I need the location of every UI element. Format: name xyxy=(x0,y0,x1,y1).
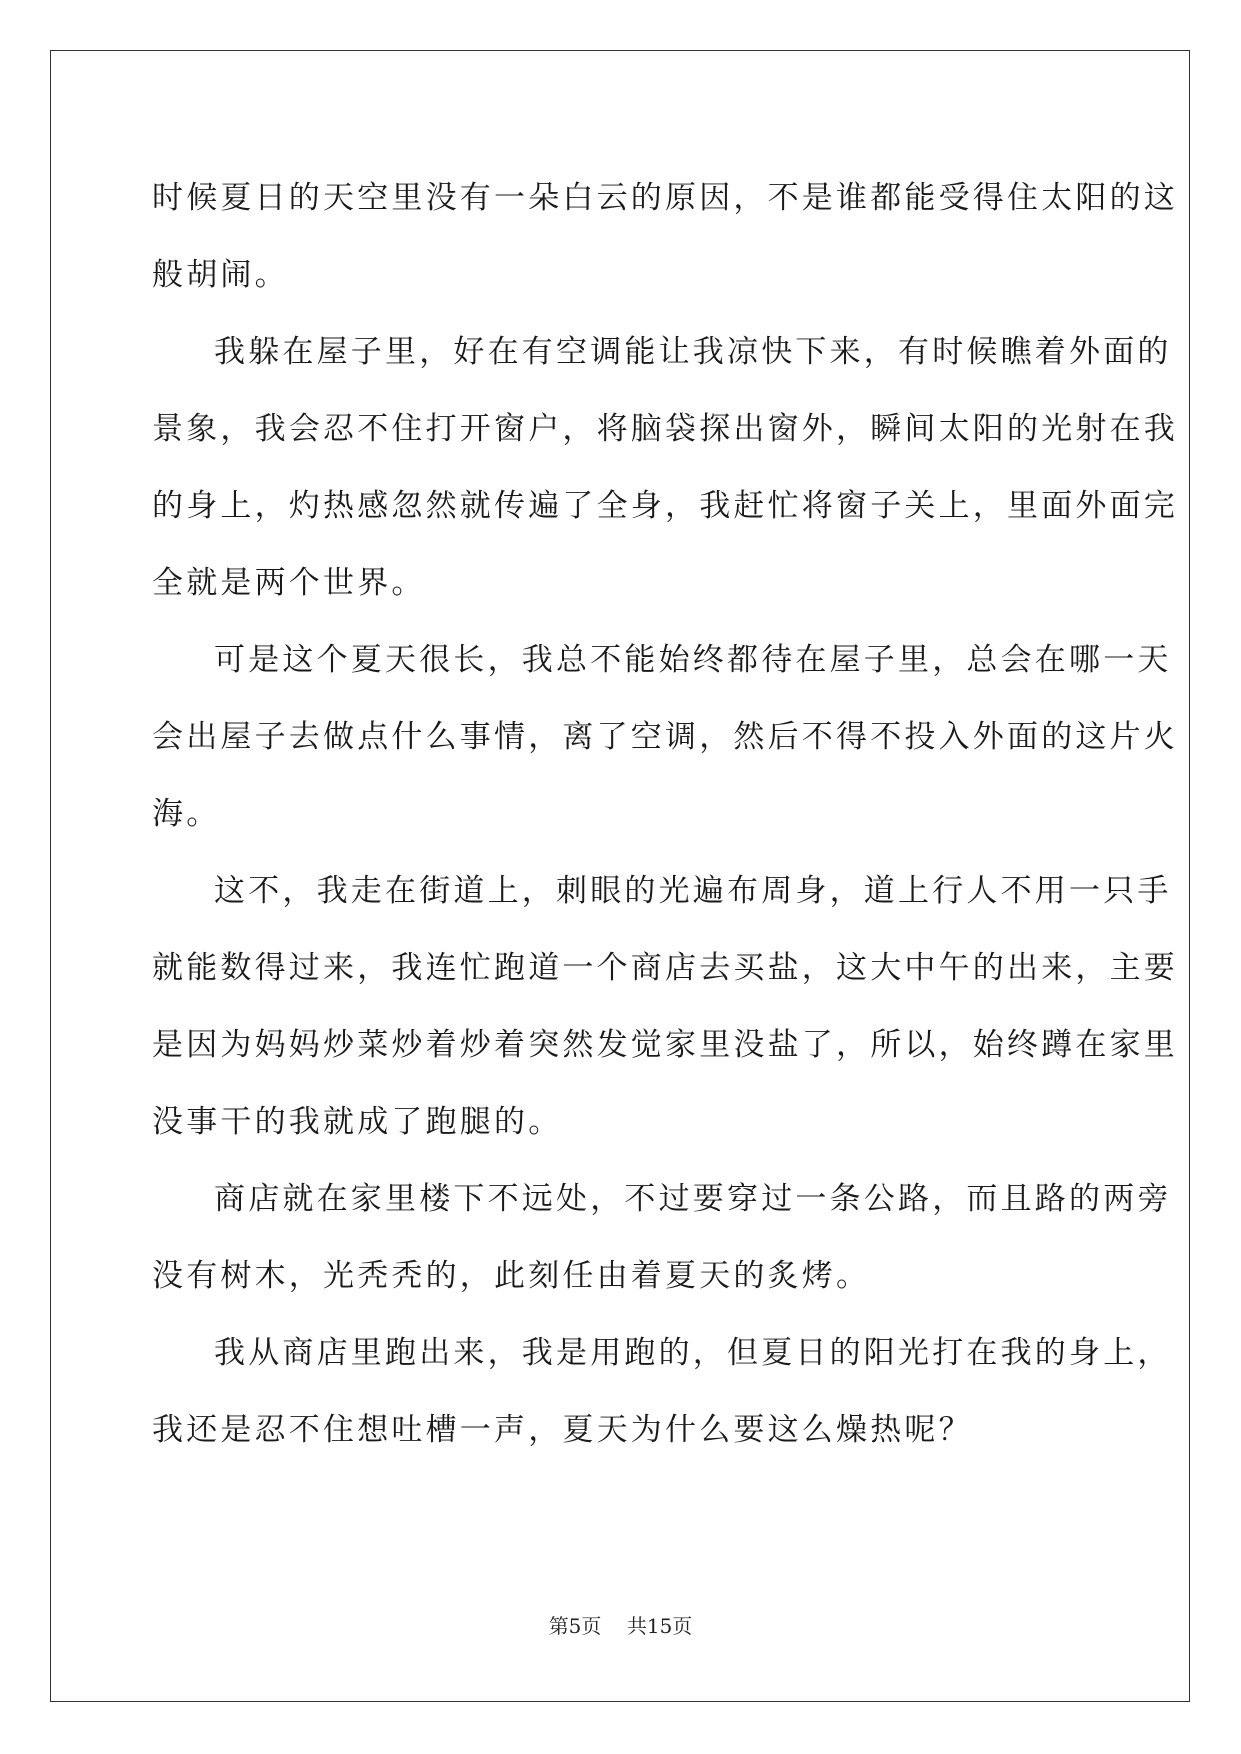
page-number: 第5页 xyxy=(548,1614,602,1638)
page-footer xyxy=(0,1610,1241,1639)
text-line: 的身上，灼热感忽然就传遍了全身，我赶忙将窗子关上，里面外面完 xyxy=(152,488,1178,524)
paragraph xyxy=(152,314,1178,622)
text-line: 没事干的我就成了跑腿的。 xyxy=(152,1104,563,1140)
text-line: 般胡闹。 xyxy=(152,257,289,293)
text-line: 可是这个夏天很长，我总不能始终都待在屋子里，总会在哪一天 xyxy=(214,642,1172,678)
text-line: 商店就在家里楼下不远处，不过要穿过一条公路，而且路的两旁 xyxy=(214,1181,1172,1217)
text-line: 时候夏日的天空里没有一朵白云的原因，不是谁都能受得住太阳的这 xyxy=(152,180,1178,216)
text-line: 全就是两个世界。 xyxy=(152,565,426,601)
paragraph xyxy=(152,1315,1172,1469)
text-line: 这不，我走在街道上，刺眼的光遍布周身，道上行人不用一只手 xyxy=(214,873,1172,909)
text-line: 我躲在屋子里，好在有空调能让我凉快下来，有时候瞧着外面的 xyxy=(214,334,1172,370)
text-line: 就能数得过来，我连忙跑道一个商店去买盐，这大中午的出来，主要 xyxy=(152,950,1178,986)
text-line: 海。 xyxy=(152,796,221,832)
paragraph xyxy=(152,853,1178,1161)
text-line: 没有树木，光秃秃的，此刻任由着夏天的炙烤。 xyxy=(152,1258,871,1294)
total-pages: 共15页 xyxy=(626,1614,693,1638)
text-line: 是因为妈妈炒菜炒着炒着突然发觉家里没盐了，所以，始终蹲在家里 xyxy=(152,1027,1178,1063)
paragraph xyxy=(152,160,1178,314)
document-body xyxy=(152,160,1178,1469)
paragraph xyxy=(152,1161,1172,1315)
text-line: 我还是忍不住想吐槽一声，夏天为什么要这么燥热呢？ xyxy=(152,1412,973,1448)
paragraph xyxy=(152,622,1178,853)
text-line: 会出屋子去做点什么事情，离了空调，然后不得不投入外面的这片火 xyxy=(152,719,1178,755)
text-line: 我从商店里跑出来，我是用跑的，但夏日的阳光打在我的身上， xyxy=(214,1335,1172,1371)
text-line: 景象，我会忍不住打开窗户，将脑袋探出窗外，瞬间太阳的光射在我 xyxy=(152,411,1178,447)
